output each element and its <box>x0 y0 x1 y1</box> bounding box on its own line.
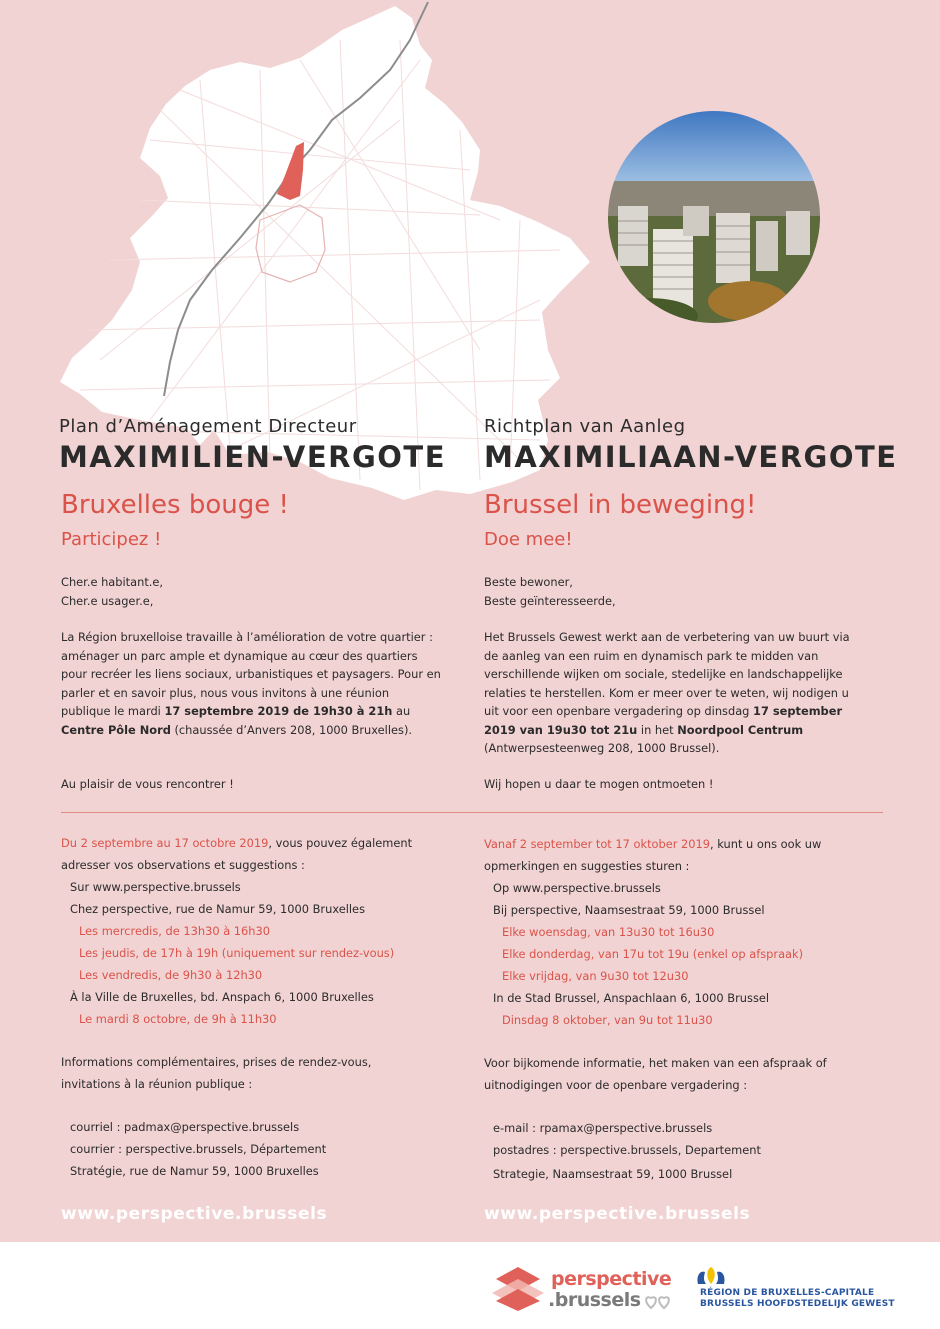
letter-nl <box>484 573 854 758</box>
contact-mail-fr-2: Stratégie, rue de Namur 59, 1000 Bruxelles <box>70 1164 319 1178</box>
greeting-nl-1: Beste bewoner, <box>484 575 573 589</box>
perspective-logo-text-1: perspective <box>551 1268 672 1290</box>
body-nl: Het Brussels Gewest werkt aan de verbetering van uw buurt via de aanleg van een ruim en dynamisch park te midden van verschillende wijken om sociale, stedelijke en landschappelijke relaties te herstellen. Kom er meer over te weten, wij nodigen u uit voor een openbare vergadering op dinsdag 17 september 2019 van 19u30 tot 21u in het Noordpool Centrum (Antwerpsesteenweg 208, 1000 Brussel). <box>484 630 850 755</box>
list-item: Sur www.perspective.brussels <box>70 880 241 894</box>
contact-email-fr: courriel : padmax@perspective.brussels <box>70 1120 300 1134</box>
contact-mail-fr-1: courrier : perspective.brussels, Département <box>70 1142 327 1156</box>
list-item: In de Stad Brussel, Anspachlaan 6, 1000 Brussel <box>493 991 770 1005</box>
list-item: Bij perspective, Naamsestraat 59, 1000 Brussel <box>493 903 765 917</box>
greeting-nl-2: Beste geïnteresseerde, <box>484 593 616 608</box>
closing-fr: Au plaisir de vous rencontrer ! <box>61 777 234 791</box>
perspective-logo-icon <box>490 1267 546 1311</box>
headline-nl: Brussel in beweging! <box>484 490 757 520</box>
headline-fr: Bruxelles bouge ! <box>61 490 289 520</box>
iris-logo-icon <box>694 1266 728 1286</box>
info-nl-2: uitnodigingen voor de openbare vergadering : <box>484 1078 748 1092</box>
subheadline-nl: Doe mee! <box>484 529 573 550</box>
period-nl-line2: opmerkingen en suggesties sturen : <box>484 859 690 873</box>
list-item: Elke woensdag, van 13u30 tot 16u30 <box>502 925 715 939</box>
list-item: Les mercredis, de 13h30 à 16h30 <box>79 924 271 938</box>
subheadline-fr: Participez ! <box>61 529 162 550</box>
list-item: Les jeudis, de 17h à 19h (uniquement sur rendez-vous) <box>79 946 395 960</box>
footer <box>0 1242 940 1329</box>
info-fr-1: Informations complémentaires, prises de rendez-vous, <box>61 1055 372 1069</box>
letter-fr <box>61 573 441 739</box>
list-item: Elke donderdag, van 17u tot 19u (enkel op afspraak) <box>502 947 804 961</box>
schedule-nl <box>484 837 914 1197</box>
info-nl-1: Voor bijkomende informatie, het maken van een afspraak of <box>484 1056 827 1070</box>
greeting-fr-1: Cher.e habitant.e, <box>61 575 164 589</box>
closing-nl: Wij hopen u daar te mogen ontmoeten ! <box>484 777 714 791</box>
list-item: Les vendredis, de 9h30 à 12h30 <box>79 968 263 982</box>
info-fr-2: invitations à la réunion publique : <box>61 1077 253 1091</box>
greeting-fr-2: Cher.e usager.e, <box>61 593 154 608</box>
neighbourhood-photo <box>608 111 820 323</box>
list-item: Op www.perspective.brussels <box>493 881 661 895</box>
project-title-nl: MAXIMILIAAN-VERGOTE <box>484 440 898 474</box>
website-link-nl[interactable]: www.perspective.brussels <box>484 1204 751 1224</box>
list-item: Dinsdag 8 oktober, van 9u tot 11u30 <box>502 1013 713 1027</box>
website-link-fr[interactable]: www.perspective.brussels <box>61 1204 328 1224</box>
period-fr: Du 2 septembre au 17 octobre 2019, vous pouvez également <box>61 836 413 850</box>
plan-label-fr: Plan d’Aménagement Directeur <box>59 416 357 437</box>
schedule-fr <box>61 836 481 1196</box>
list-item: Chez perspective, rue de Namur 59, 1000 Bruxelles <box>70 902 365 916</box>
body-fr: La Région bruxelloise travaille à l’amélioration de votre quartier : aménager un parc ample et dynamique au cœur des quartiers pour recréer les liens sociaux, urbanistiques et paysagers. Pour en parler et en savoir plus, nous vous invitons à une réunion publique le mardi 17 septembre 2019 de 19h30 à 21h au Centre Pôle Nord (chaussée d’Anvers 208, 1000 Bruxelles). <box>61 630 441 737</box>
plan-label-nl: Richtplan van Aanleg <box>484 416 686 437</box>
hearts-icon <box>644 1292 672 1310</box>
region-logo-text-1: RÉGION DE BRUXELLES-CAPITALE <box>700 1288 875 1298</box>
list-item: Le mardi 8 octobre, de 9h à 11h30 <box>79 1012 277 1026</box>
perspective-logo-text-2: .brussels <box>548 1289 641 1311</box>
period-fr-line2: adresser vos observations et suggestions : <box>61 858 305 872</box>
contact-mail-nl-1: postadres : perspective.brussels, Departement <box>493 1143 761 1157</box>
section-divider <box>61 812 883 813</box>
list-item: À la Ville de Bruxelles, bd. Anspach 6, 1000 Bruxelles <box>70 990 374 1004</box>
list-item: Elke vrijdag, van 9u30 tot 12u30 <box>502 969 689 983</box>
contact-email-nl: e-mail : rpamax@perspective.brussels <box>493 1121 713 1135</box>
period-nl: Vanaf 2 september tot 17 oktober 2019, kunt u ons ook uw <box>484 837 822 851</box>
contact-mail-nl-2: Strategie, Naamsestraat 59, 1000 Brussel <box>493 1167 733 1181</box>
region-logo-text-2: BRUSSELS HOOFDSTEDELIJK GEWEST <box>700 1299 895 1309</box>
project-title-fr: MAXIMILIEN-VERGOTE <box>59 440 447 474</box>
